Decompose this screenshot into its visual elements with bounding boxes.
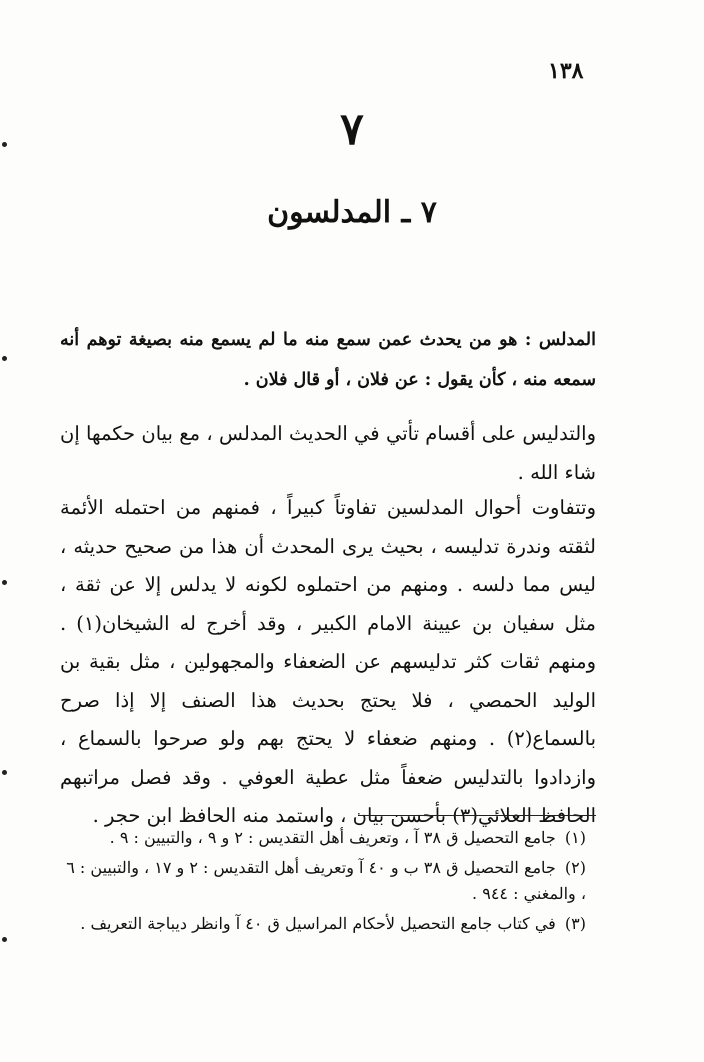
footnote-text: في كتاب جامع التحصيل لأحكام المراسيل ق ٤٠ آ وانظر ديباجة التعريف . [80, 914, 556, 933]
margin-mark [2, 580, 7, 585]
margin-mark [2, 937, 7, 942]
footnote-number: (١) [564, 828, 586, 847]
footnote-2 [60, 855, 596, 907]
margin-mark [2, 142, 7, 147]
paragraph-2: وتتفاوت أحوال المدلسين تفاوتاً كبيراً ، فمنهم من احتمله الأئمة لثقته وندرة تدليسه ، بحيث يرى المحدث أن هذا من صحيح حديثه ، ليس مما دلسه . ومنهم من احتملوه لكونه لا يدلس إلا عن ثقة ، مثل سفيان بن عيينة الامام الكبير ، وقد أخرج له الشيخان(١) . ومنهم ثقات كثر تدليسهم عن الضعفاء والمجهولين ، مثل بقية بن الوليد الحمصي ، فلا يحتج بحديث هذا الصنف إلا إذا صرح بالسماع(٢) . ومنهم ضعفاء لا يحتج بهم ولو صرحوا بالسماع ، وازدادوا بالتدليس ضعفاً مثل عطية العوفي . وقد فصل مراتبهم الحافظ العلائي(٣) بأحسن بيان ، واستمد منه الحافظ ابن حجر . [60, 496, 596, 827]
definition-text: المدلس : هو من يحدث عمن سمع منه ما لم يسمع منه بصيغة توهم أنه سمعه منه ، كأن يقول : عن فلان ، أو قال فلان . [60, 330, 596, 390]
footnote-divider [358, 815, 596, 816]
chapter-title: ٧ ـ المدلسون [267, 195, 437, 230]
footnotes [60, 825, 596, 941]
margin-mark [2, 356, 7, 361]
footnote-1 [60, 825, 596, 851]
page-number: ١٣٨ [548, 58, 584, 84]
chapter-number: ٧ [340, 104, 364, 155]
footnote-text: جامع التحصيل ق ٣٨ آ ، وتعريف أهل التقديس : ٢ و ٩ ، والتبيين : ٩ . [109, 828, 556, 847]
margin-mark [2, 770, 7, 775]
footnote-number: (٣) [564, 914, 586, 933]
footnote-number: (٢) [564, 858, 586, 877]
footnote-3 [60, 911, 596, 937]
footnote-text: جامع التحصيل ق ٣٨ ب و ٤٠ آ وتعريف أهل التقديس : ٢ و ١٧ ، والتبيين : ٦ ، والمغني : ٩٤٤ . [66, 858, 586, 903]
paragraph-1: والتدليس على أقسام تأتي في الحديث المدلس ، مع بيان حكمها إن شاء الله . [60, 422, 596, 484]
